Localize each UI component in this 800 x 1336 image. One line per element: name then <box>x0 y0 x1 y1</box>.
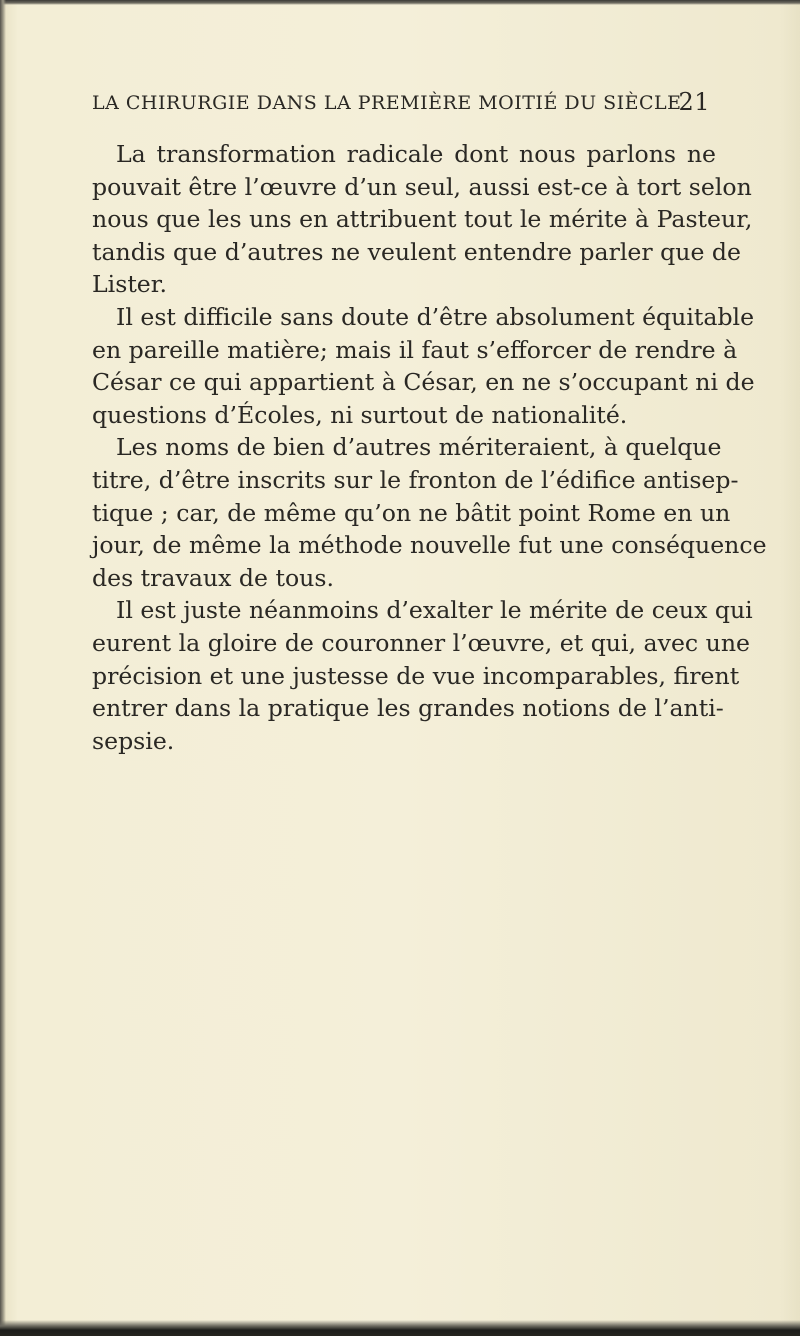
text-line: Les noms de bien d’autres mériteraient, à quelque <box>116 433 722 462</box>
text-line: des travaux de tous. <box>92 563 334 592</box>
page-number: 21 <box>678 88 710 116</box>
text-line: Lister. <box>92 270 167 299</box>
page-binding-edge <box>0 0 6 1336</box>
paragraph <box>92 301 755 431</box>
text-line: eurent la gloire de couronner l’œuvre, et qui, avec une <box>92 628 750 657</box>
body-text <box>92 138 767 757</box>
text-line: La transformation radicale dont nous parlons ne <box>116 140 716 168</box>
paragraph <box>92 431 767 594</box>
paragraph <box>92 594 753 757</box>
text-line: en pareille matière; mais il faut s’efforcer de rendre à <box>92 335 738 364</box>
page-top-edge <box>0 0 800 5</box>
text-line: jour, de même la méthode nouvelle fut une conséquence <box>92 531 767 560</box>
text-line: titre, d’être inscrits sur le fronton de l’édifice antisep- <box>92 465 739 494</box>
running-title: LA CHIRURGIE DANS LA PREMIÈRE MOITIÉ DU SIÈCLE <box>92 92 682 114</box>
text-line: Il est juste néanmoins d’exalter le mérite de ceux qui <box>116 596 753 625</box>
running-head <box>92 88 710 118</box>
text-line: Il est difficile sans doute d’être absolument équitable <box>116 302 755 331</box>
text-line: sepsie. <box>92 726 175 755</box>
text-line: pouvait être l’œuvre d’un seul, aussi est-ce à tort selon <box>92 172 752 201</box>
page-bottom-edge <box>0 1320 800 1336</box>
text-line: nous que les uns en attribuent tout le mérite à Pasteur, <box>92 205 753 234</box>
text-line: César ce qui appartient à César, en ne s’occupant ni de <box>92 368 755 397</box>
text-line: tandis que d’autres ne veulent entendre parler que de <box>92 237 741 266</box>
text-line: tique ; car, de même qu’on ne bâtit point Rome en un <box>92 498 731 527</box>
text-line: entrer dans la pratique les grandes notions de l’anti- <box>92 694 724 723</box>
text-line: précision et une justesse de vue incomparables, firent <box>92 661 740 690</box>
paragraph <box>92 138 753 301</box>
text-line: questions d’Écoles, ni surtout de nationalité. <box>92 400 628 429</box>
